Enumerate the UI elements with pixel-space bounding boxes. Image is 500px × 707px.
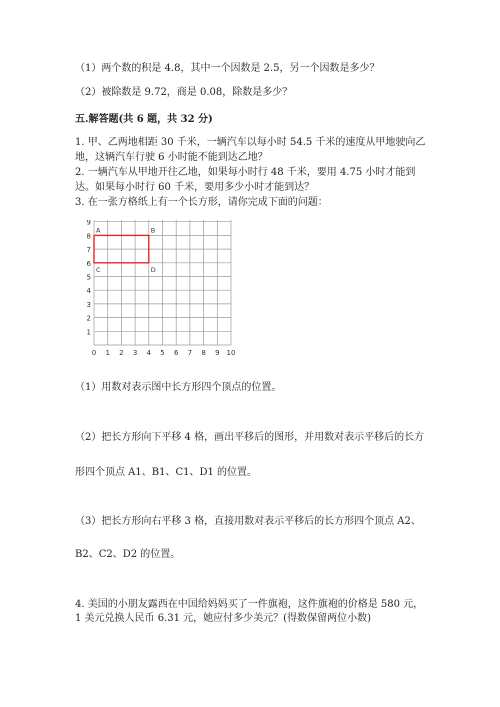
x-tick-label: 5: [160, 349, 165, 357]
y-tick-label: 4: [86, 287, 91, 296]
coordinate-grid-svg: [80, 220, 240, 360]
vertex-label-b: B: [150, 226, 156, 235]
problem3-intro: 3. 在一张方格纸上有一个长方形，请你完成下面的问题：: [75, 197, 328, 208]
y-tick-label: 5: [86, 273, 91, 282]
x-tick-label: 6: [173, 349, 179, 357]
x-tick-label: 4: [146, 349, 152, 357]
vertex-label-a: A: [96, 226, 101, 235]
x-tick-label: 9: [215, 349, 220, 357]
x-tick-label: 10: [226, 349, 236, 357]
x-tick-label: 1: [105, 349, 110, 357]
vertex-label-c: C: [96, 265, 101, 274]
y-tick-label: 6: [86, 259, 91, 268]
problem3-sub2-line1: （2）把长方形向下平移 4 格，画出平移后的图形，并用数对表示平移后的长方: [75, 432, 425, 443]
y-tick-label: 7: [86, 246, 91, 255]
problem4-line2: 1 美元兑换人民币 6.31 元，她应付多少美元？(得数保留两位小数): [75, 613, 371, 624]
problem3-sub3-line2: B2、C2、D2 的位置。: [75, 549, 181, 560]
problem3-sub2-line2: 形四个顶点 A1、B1、C1、D1 的位置。: [75, 467, 258, 478]
y-tick-label: 8: [86, 232, 91, 241]
x-tick-label: 2: [119, 349, 124, 357]
x-tick-label: 0: [91, 349, 97, 357]
x-tick-label: 3: [132, 349, 138, 357]
q2-text: （2）被除数是 9.72，商是 0.08，除数是多少？: [75, 87, 293, 98]
problem3-sub3-line1: （3）把长方形向右平移 3 格，直接用数对表示平移后的长方形四个顶点 A2、: [75, 516, 421, 527]
vertex-label-d: D: [150, 265, 156, 274]
problem3-sub1: （1）用数对表示图中长方形四个顶点的位置。: [75, 382, 282, 393]
problem1-line1: 1. 甲、乙两地相距 30 千米，一辆汽车以每小时 54.5 千米的速度从甲地驶向乙: [75, 137, 426, 148]
section-title: 五.解答题(共 6 题，共 32 分): [75, 114, 213, 125]
y-tick-label: 3: [86, 300, 91, 309]
problem1-line2: 地，这辆汽车行驶 6 小时能不能到达乙地？: [75, 152, 268, 163]
x-tick-label: 7: [187, 349, 193, 357]
coordinate-grid: [80, 220, 240, 360]
y-tick-label: 2: [86, 314, 91, 323]
problem2-line2: 达。如果每小时行 60 千米，要用多少小时才能到达？: [75, 182, 315, 193]
problem2-line1: 2. 一辆汽车从甲地开往乙地，如果每小时行 48 千米，要用 4.75 小时才能到: [75, 167, 416, 178]
y-tick-label: 9: [86, 220, 91, 227]
q1-text: （1）两个数的积是 4.8，其中一个因数是 2.5，另一个因数是多少？: [75, 63, 380, 74]
x-tick-label: 8: [201, 349, 206, 357]
y-tick-label: 1: [86, 328, 91, 337]
problem4-line1: 4. 美国的小朋友露西在中国给妈妈买了一件旗袍，这件旗袍的价格是 580 元，: [75, 599, 424, 610]
